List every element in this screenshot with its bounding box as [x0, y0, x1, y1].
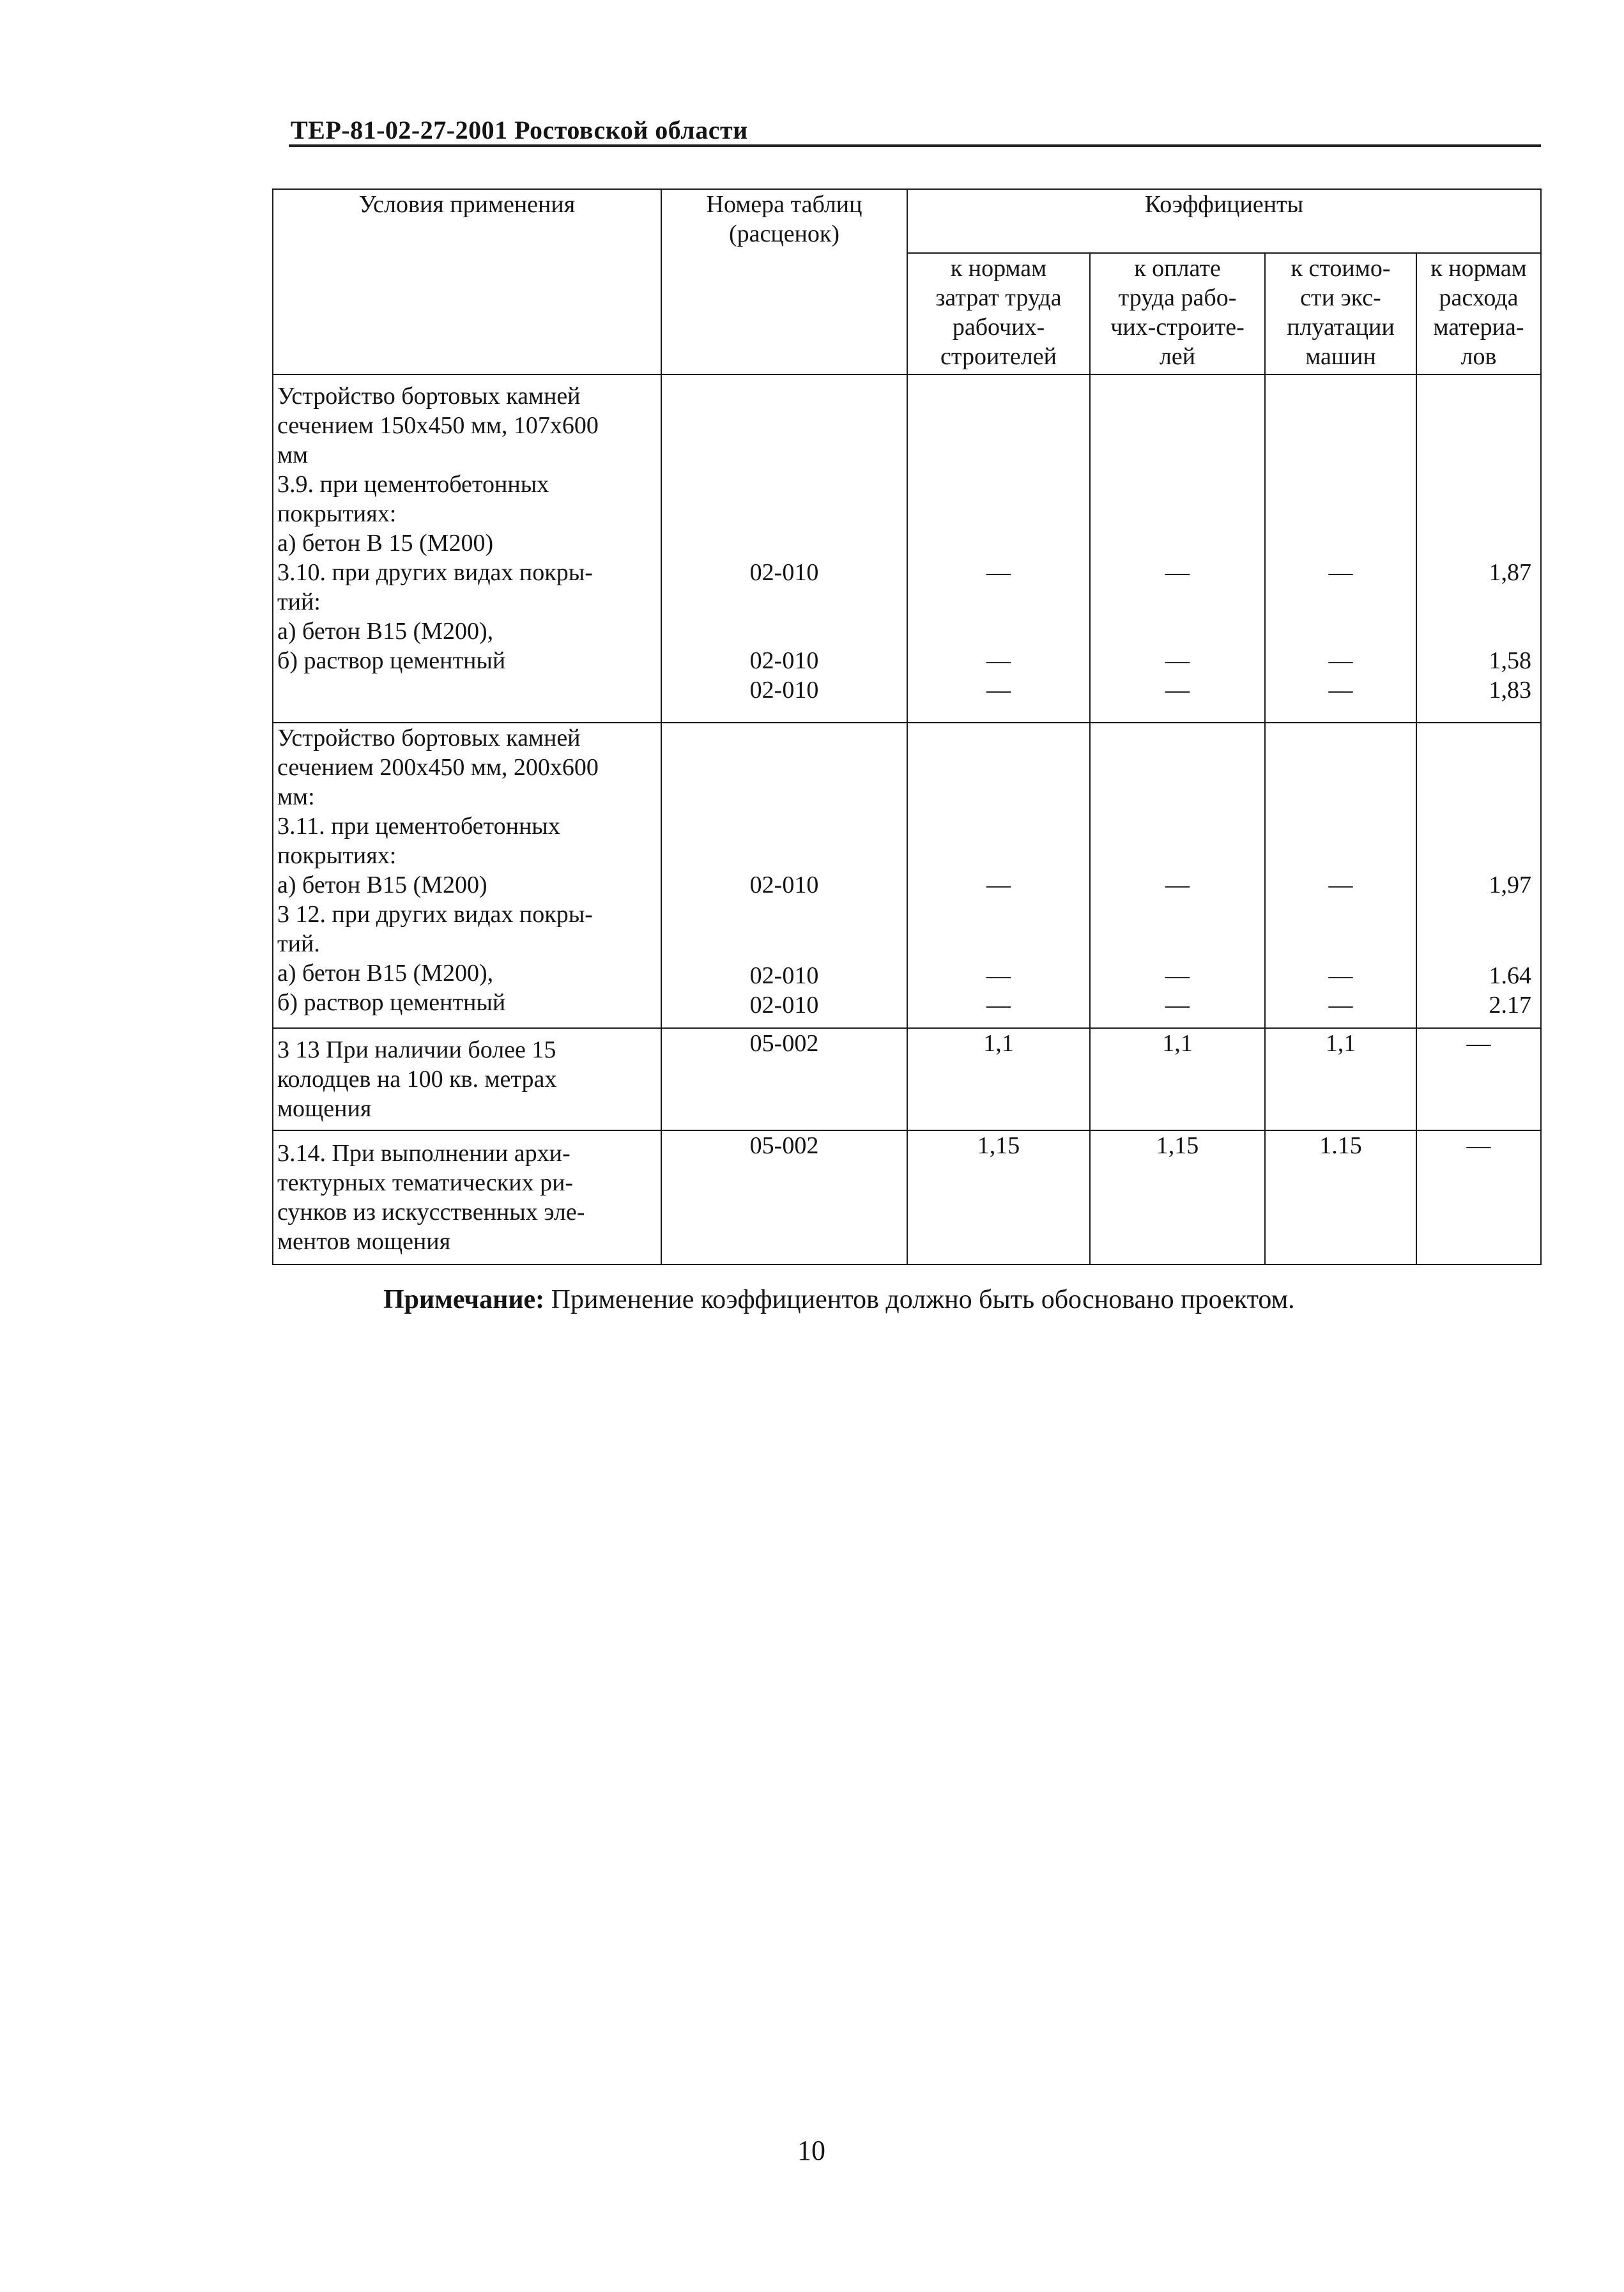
condition-line: мощения — [277, 1095, 372, 1122]
condition-line: а) бетон В15 (М200), — [277, 618, 494, 645]
table-row — [273, 1130, 1541, 1265]
condition-line: сечением 150х450 мм, 107х600 — [277, 412, 599, 439]
coef-value: 1,15 — [907, 1130, 1090, 1265]
coef-value: — — [1328, 559, 1353, 586]
condition-line: 3 12. при других видах покры- — [277, 901, 593, 928]
header-line: к стоимо- — [1291, 255, 1391, 282]
header-table-numbers-line: (расценок) — [728, 220, 840, 247]
header-line: к оплате — [1134, 255, 1221, 282]
coef-value: — — [986, 962, 1011, 989]
coef-value: 1,83 — [1489, 677, 1531, 704]
header-line: чих-строите- — [1110, 314, 1245, 341]
condition-line: б) раствор цементный — [277, 647, 506, 674]
coef-value: 2.17 — [1489, 992, 1531, 1019]
coef-value: — — [986, 677, 1011, 704]
table-numbers-cell — [661, 374, 907, 723]
coef-wages-cell — [1090, 374, 1265, 723]
conditions-cell — [273, 723, 661, 1028]
condition-line: а) бетон В15 (М200), — [277, 960, 494, 987]
coef-value: — — [1328, 962, 1353, 989]
footnote-label: Примечание: — [383, 1285, 545, 1314]
coef-value: — — [1165, 647, 1190, 674]
header-coef-labor-norms — [907, 253, 1090, 374]
footnote — [383, 1284, 1295, 1315]
coef-value: 1,1 — [1265, 1028, 1416, 1130]
conditions-cell — [273, 1130, 661, 1265]
table-number: 02-010 — [749, 559, 819, 586]
condition-line: сунков из искусственных эле- — [277, 1199, 585, 1226]
header-line: труда рабо- — [1118, 284, 1237, 311]
header-coef-machines — [1265, 253, 1416, 374]
table-number: 05-002 — [661, 1028, 907, 1130]
header-underline — [289, 144, 1541, 147]
header-line: затрат труда — [935, 284, 1062, 311]
coef-value: 1,58 — [1489, 647, 1531, 674]
table-number: 05-002 — [661, 1130, 907, 1265]
condition-line: Устройство бортовых камней — [277, 383, 581, 410]
conditions-cell — [273, 374, 661, 723]
coef-value: — — [1328, 992, 1353, 1019]
coef-value: 1,97 — [1489, 872, 1531, 898]
conditions-cell — [273, 1028, 661, 1130]
table-numbers-cell — [661, 723, 907, 1028]
condition-line: тий. — [277, 930, 320, 957]
header-line: к нормам — [1430, 255, 1527, 282]
header-conditions: Условия применения — [273, 189, 661, 374]
coef-value: — — [1165, 992, 1190, 1019]
table-row — [273, 723, 1541, 1028]
coefficients-table — [272, 188, 1542, 1265]
coef-value: — — [986, 872, 1011, 898]
condition-line: а) бетон В 15 (М200) — [277, 530, 494, 557]
coef-value: — — [1165, 962, 1190, 989]
header-table-numbers — [661, 189, 907, 374]
coef-machines-cell — [1265, 374, 1416, 723]
header-table-numbers-line: Номера таблиц — [706, 191, 862, 218]
condition-line: б) раствор цементный — [277, 989, 506, 1016]
coef-value: — — [1165, 872, 1190, 898]
table-row — [273, 1028, 1541, 1130]
condition-line: 3.14. При выполнении архи- — [277, 1140, 571, 1167]
coef-value: — — [1328, 677, 1353, 704]
coef-value: — — [986, 992, 1011, 1019]
header-coefficients: Коэффициенты — [907, 189, 1541, 253]
coef-value: 1,15 — [1090, 1130, 1265, 1265]
condition-line: 3.10. при других видах покры- — [277, 559, 593, 586]
coef-value: — — [1165, 677, 1190, 704]
condition-line: сечением 200х450 мм, 200х600 — [277, 754, 599, 781]
header-coef-wages — [1090, 253, 1265, 374]
condition-line: 3.9. при цементобетонных — [277, 471, 549, 498]
coef-value: 1.64 — [1489, 962, 1531, 989]
condition-line: тектурных тематических ри- — [277, 1169, 574, 1196]
table-number: 02-010 — [749, 647, 819, 674]
coef-value: 1,1 — [1090, 1028, 1265, 1130]
condition-line: Устройство бортовых камней — [277, 725, 581, 751]
header-line: к нормам — [950, 255, 1047, 282]
coef-labor-cell — [907, 723, 1090, 1028]
header-row-1 — [273, 189, 1541, 253]
header-line: машин — [1305, 343, 1376, 370]
header-line: расхода — [1439, 284, 1519, 311]
table-row — [273, 374, 1541, 723]
coef-labor-cell — [907, 374, 1090, 723]
condition-line: тий: — [277, 588, 321, 615]
condition-line: колодцев на 100 кв. метрах — [277, 1066, 557, 1093]
table-number: 02-010 — [749, 872, 819, 898]
header-coef-materials — [1416, 253, 1541, 374]
coef-wages-cell — [1090, 723, 1265, 1028]
header-line: строителей — [940, 343, 1057, 370]
coef-value: — — [1165, 559, 1190, 586]
header-line: лов — [1460, 343, 1497, 370]
header-line: материа- — [1433, 314, 1524, 341]
condition-line: покрытиях: — [277, 842, 397, 869]
table-number: 02-010 — [749, 962, 819, 989]
condition-line: ментов мощения — [277, 1228, 451, 1255]
document-header: ТЕР-81-02-27-2001 Ростовской области — [291, 116, 748, 144]
coef-value: — — [1328, 647, 1353, 674]
header-line: сти экс- — [1300, 284, 1381, 311]
condition-line: 3.11. при цементобетонных — [277, 813, 560, 840]
coef-materials-cell — [1416, 723, 1541, 1028]
coef-value: — — [986, 647, 1011, 674]
coef-value: — — [1328, 872, 1353, 898]
table-number: 02-010 — [749, 992, 819, 1019]
coef-value: 1,87 — [1489, 559, 1531, 586]
footnote-text: Применение коэффициентов должно быть обосновано проектом. — [551, 1285, 1295, 1314]
coef-machines-cell — [1265, 723, 1416, 1028]
header-line: лей — [1159, 343, 1196, 370]
condition-line: мм: — [277, 783, 315, 810]
table-number: 02-010 — [749, 677, 819, 704]
condition-line: 3 13 При наличии более 15 — [277, 1036, 556, 1063]
header-line: плуатации — [1287, 314, 1395, 341]
page-number: 10 — [797, 2135, 825, 2166]
condition-line: мм — [277, 442, 309, 468]
coef-value: 1.15 — [1265, 1130, 1416, 1265]
coef-value: 1,1 — [907, 1028, 1090, 1130]
coef-value: — — [986, 559, 1011, 586]
header-line: рабочих- — [952, 314, 1045, 341]
condition-line: покрытиях: — [277, 500, 397, 527]
coef-value: — — [1416, 1130, 1541, 1265]
coef-value: — — [1416, 1028, 1541, 1130]
coef-materials-cell — [1416, 374, 1541, 723]
condition-line: а) бетон В15 (М200) — [277, 872, 487, 898]
